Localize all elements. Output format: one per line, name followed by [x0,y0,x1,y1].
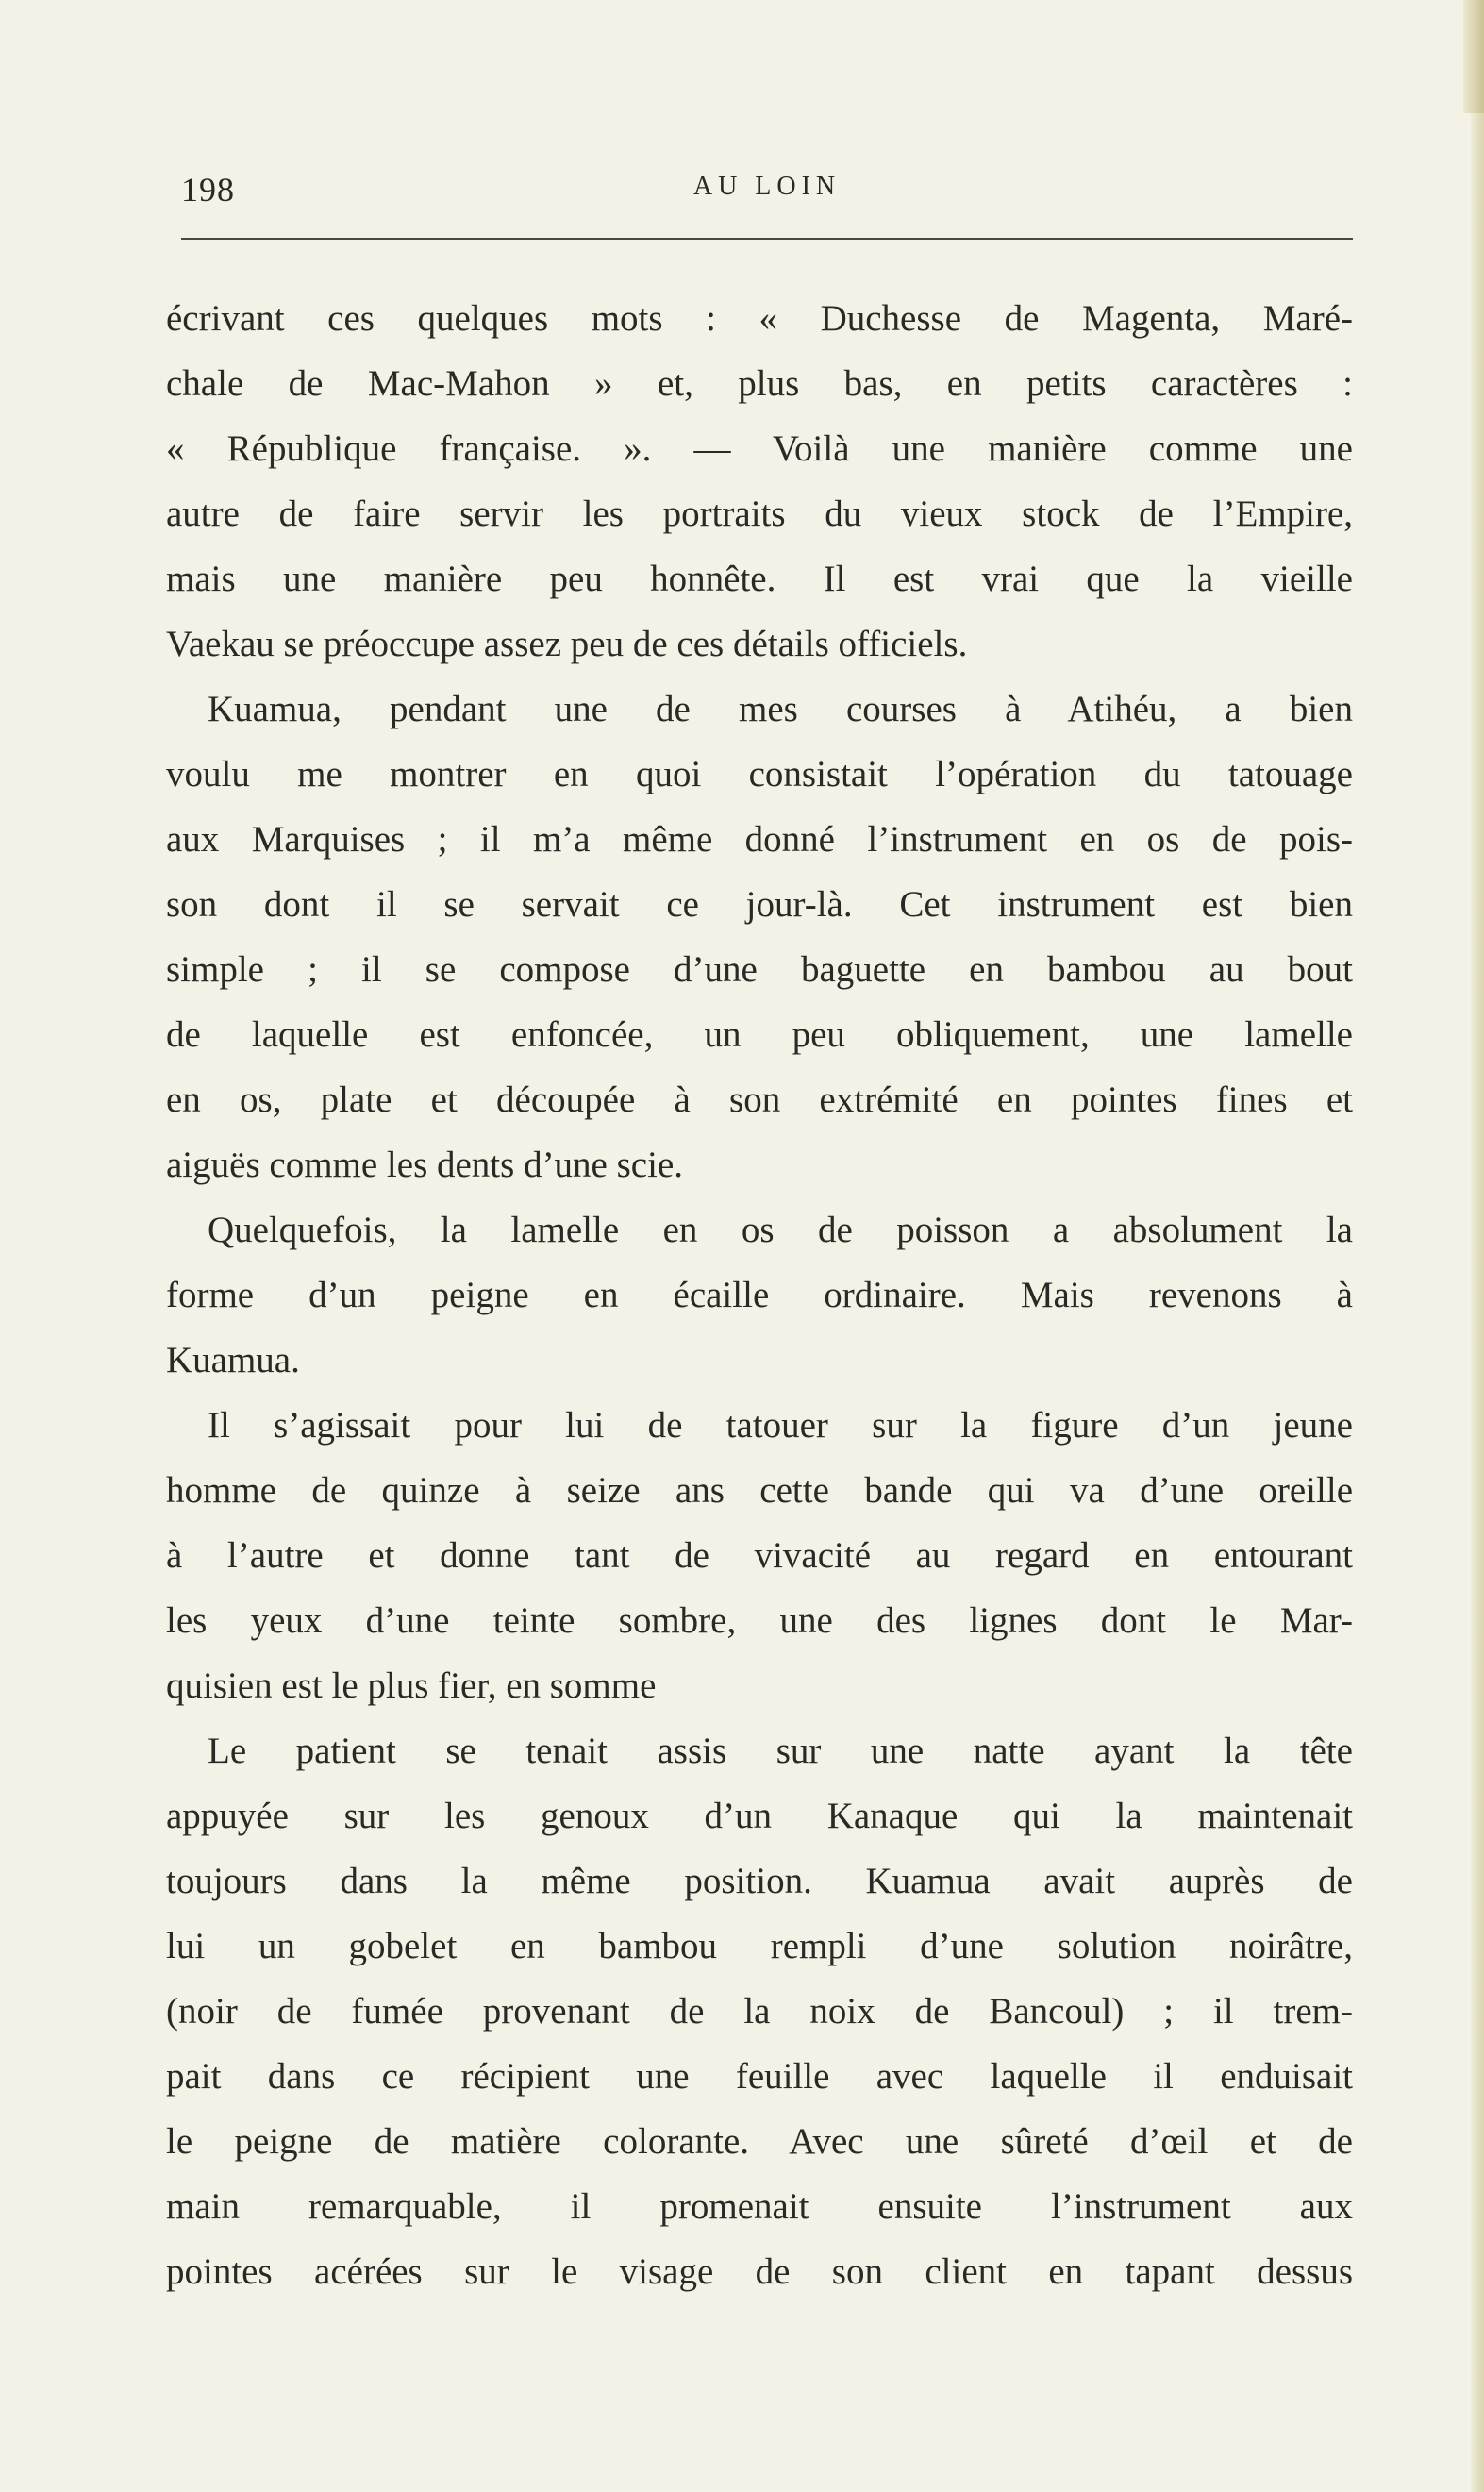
text-line: lui un gobelet en bambou rempli d’une solution noirâtre, [166,1926,1353,1966]
page-edge-shadow [1471,0,1484,2492]
paragraph-start-line: Le patient se tenait assis sur une natte ayant la tête [208,1731,1353,1771]
paragraph-start-line: Il s’agissait pour lui de tatouer sur la figure d’un jeune [208,1405,1353,1446]
running-head [181,170,1353,215]
page-corner-shadow [1463,0,1484,113]
text-line: main remarquable, il promenait ensuite l’instrument aux [166,2186,1353,2227]
text-line: toujours dans la même position. Kuamua avait auprès de [166,1861,1353,1901]
text-line: le peigne de matière colorante. Avec une sûreté d’œil et de [166,2121,1353,2162]
text-line: en os, plate et découpée à son extrémité en pointes fines et [166,1079,1353,1120]
text-line: forme d’un peigne en écaille ordinaire. Mais revenons à [166,1275,1353,1315]
paragraph-start-line: Kuamua, pendant une de mes courses à Atihéu, a bien [208,689,1353,729]
text-line: aux Marquises ; il m’a même donné l’instrument en os de pois- [166,819,1353,860]
text-line: écrivant ces quelques mots : « Duchesse de Magenta, Maré- [166,298,1353,339]
running-title: AU LOIN [692,172,842,201]
text-line: voulu me montrer en quoi consistait l’opération du tatouage [166,754,1353,794]
text-line: à l’autre et donne tant de vivacité au regard en entourant [166,1535,1353,1576]
body-text [166,286,1353,2304]
header-rule [181,238,1353,240]
text-line: pait dans ce récipient une feuille avec laquelle il enduisait [166,2056,1353,2097]
text-line: appuyée sur les genoux d’un Kanaque qui la maintenait [166,1796,1353,1836]
text-line: simple ; il se compose d’une baguette en bambou au bout [166,949,1353,990]
page-number: 198 [181,171,235,209]
paragraph-start-line: Quelquefois, la lamelle en os de poisson a absolument la [208,1210,1353,1250]
text-line: homme de quinze à seize ans cette bande qui va d’une oreille [166,1470,1353,1511]
text-line: son dont il se servait ce jour-là. Cet instrument est bien [166,884,1353,925]
text-line: « République française. ». — Voilà une manière comme une [166,428,1353,469]
text-line: Vaekau se préoccupe assez peu de ces détails officiels. [166,624,968,664]
text-line: autre de faire servir les portraits du vieux stock de l’Empire, [166,493,1353,534]
text-line: aiguës comme les dents d’une scie. [166,1145,683,1185]
text-line: quisien est le plus fier, en somme [166,1665,657,1706]
text-line: Kuamua. [166,1340,300,1380]
text-line: les yeux d’une teinte sombre, une des lignes dont le Mar- [166,1600,1353,1641]
text-line: de laquelle est enfoncée, un peu obliquement, une lamelle [166,1014,1353,1055]
text-line: (noir de fumée provenant de la noix de Bancoul) ; il trem- [166,1991,1353,2032]
text-line: chale de Mac-Mahon » et, plus bas, en petits caractères : [166,363,1353,404]
text-line: mais une manière peu honnête. Il est vrai que la vieille [166,559,1353,599]
text-line: pointes acérées sur le visage de son client en tapant dessus [166,2251,1353,2292]
